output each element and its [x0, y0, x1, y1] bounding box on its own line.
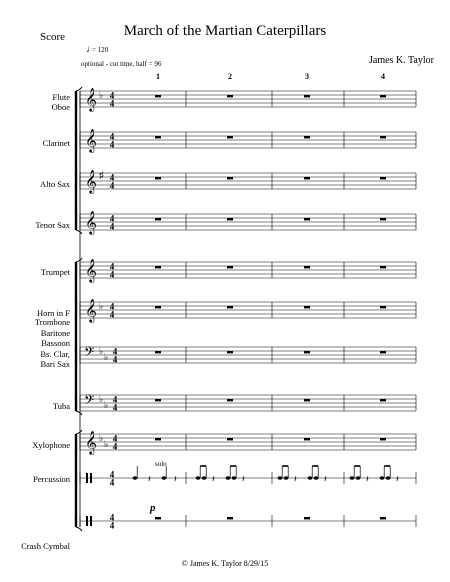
time-signature: 4: [109, 512, 115, 523]
instrument-label-line: Oboe: [51, 102, 70, 113]
time-signature: 4: [109, 301, 115, 312]
measure-number: 1: [156, 72, 160, 81]
quarter-rest-icon: 𝄽: [174, 474, 177, 484]
treble-clef-icon: 𝄞: [85, 130, 97, 152]
whole-rest-icon: [155, 517, 161, 519]
instrument-label-line: Clarinet: [42, 138, 70, 148]
note-head-icon: [380, 476, 385, 479]
percussion-clef-icon: [90, 473, 92, 483]
flat-icon: ♭: [104, 352, 109, 362]
whole-rest-icon: [304, 351, 310, 353]
whole-rest-icon: [304, 517, 310, 519]
whole-rest-icon: [227, 136, 233, 138]
treble-clef-icon: 𝄞: [85, 432, 97, 454]
whole-rest-icon: [227, 399, 233, 401]
bracket-hook: [76, 258, 82, 262]
instrument-label-line: Xylophone: [32, 440, 70, 450]
note-head-icon: [356, 476, 361, 479]
whole-rest-icon: [304, 218, 310, 220]
time-signature: 4: [109, 309, 115, 320]
time-signature: 4: [112, 354, 118, 365]
flat-icon: ♭: [104, 400, 109, 410]
whole-rest-icon: [304, 136, 310, 138]
page-title: March of the Martian Caterpillars: [123, 23, 327, 39]
instrument-label-line: Baritone: [40, 327, 70, 338]
measure-number: 3: [305, 72, 309, 81]
instrument-label-line: Crash Cymbal: [21, 541, 70, 551]
time-signature: 4: [109, 90, 115, 101]
note-head-icon: [196, 476, 201, 479]
whole-rest-icon: [304, 399, 310, 401]
flat-icon: ♭: [104, 439, 109, 449]
quarter-note-icon: ♩: [86, 44, 96, 55]
treble-clef-icon: 𝄞: [85, 171, 97, 193]
whole-rest-icon: [380, 438, 386, 440]
treble-clef-icon: 𝄞: [85, 212, 97, 234]
instrument-label-line: Trumpet: [41, 267, 70, 277]
time-signature: 4: [112, 346, 118, 357]
percussion-clef-icon: [90, 516, 92, 526]
whole-rest-icon: [380, 517, 386, 519]
alternate-tempo-text: optional - cut time, half = 96: [81, 60, 162, 68]
measure-number: 2: [228, 72, 232, 81]
whole-rest-icon: [155, 95, 161, 97]
flat-icon: ♭: [99, 346, 104, 356]
whole-rest-icon: [380, 266, 386, 268]
whole-rest-icon: [227, 306, 233, 308]
composer-name: James K. Taylor: [369, 55, 434, 66]
whole-rest-icon: [304, 438, 310, 440]
whole-rest-icon: [155, 306, 161, 308]
solo-annotation: solo: [155, 460, 167, 468]
bracket-hook: [76, 230, 82, 234]
flat-icon: ♭: [99, 433, 104, 443]
tempo-marking: = 120: [92, 46, 109, 54]
time-signature: 4: [109, 469, 115, 480]
whole-rest-icon: [155, 177, 161, 179]
time-signature: 4: [109, 180, 115, 191]
quarter-rest-icon: 𝄽: [148, 474, 151, 484]
bracket-hook: [76, 87, 82, 91]
percussion-clef-icon: [86, 516, 88, 526]
instrument-label-line: Tuba: [52, 401, 70, 411]
instrument-label-line: Flute: [52, 91, 70, 102]
whole-rest-icon: [155, 399, 161, 401]
time-signature: 4: [109, 477, 115, 488]
quarter-rest-icon: 𝄽: [324, 474, 327, 484]
instrument-label-line: Trombone: [34, 317, 70, 327]
quarter-rest-icon: 𝄽: [212, 474, 215, 484]
time-signature: 4: [109, 98, 115, 109]
time-signature: 4: [109, 261, 115, 272]
sharp-icon: ♯: [99, 170, 104, 180]
whole-rest-icon: [380, 177, 386, 179]
bass-clef-icon: 𝄢: [84, 346, 95, 363]
treble-clef-icon: 𝄞: [85, 260, 97, 282]
whole-rest-icon: [304, 95, 310, 97]
quarter-rest-icon: 𝄽: [366, 474, 369, 484]
treble-clef-icon: 𝄞: [85, 89, 97, 111]
note-head-icon: [202, 476, 207, 479]
whole-rest-icon: [227, 438, 233, 440]
instrument-label-line: Bs. Clar,: [40, 348, 70, 359]
note-head-icon: [162, 476, 167, 479]
instrument-label-line: Tenor Sax: [35, 220, 70, 230]
copyright-footer: © James K. Taylor 8/29/15: [181, 559, 269, 568]
whole-rest-icon: [155, 136, 161, 138]
instrument-label-line: Percussion: [33, 474, 70, 484]
measure-number: 4: [381, 72, 385, 81]
bracket-hook: [76, 430, 82, 434]
note-head-icon: [278, 476, 283, 479]
instrument-label-line: Horn in F: [36, 308, 70, 318]
treble-clef-icon: 𝄞: [85, 300, 97, 322]
time-signature: 4: [112, 402, 118, 413]
flat-icon: ♭: [99, 90, 104, 100]
whole-rest-icon: [227, 266, 233, 268]
time-signature: 4: [109, 269, 115, 280]
bracket-hook: [76, 411, 82, 415]
whole-rest-icon: [155, 351, 161, 353]
time-signature: 4: [109, 221, 115, 232]
note-head-icon: [308, 476, 313, 479]
percussion-clef-icon: [86, 473, 88, 483]
note-head-icon: [232, 476, 237, 479]
note-head-icon: [350, 476, 355, 479]
dynamic-marking: p: [150, 502, 156, 514]
quarter-rest-icon: 𝄽: [294, 474, 297, 484]
instrument-label-line: Alto Sax: [40, 179, 70, 189]
quarter-rest-icon: 𝄽: [242, 474, 245, 484]
note-head-icon: [314, 476, 319, 479]
note-head-icon: [386, 476, 391, 479]
score-label: Score: [40, 31, 66, 43]
whole-rest-icon: [227, 517, 233, 519]
time-signature: 4: [112, 433, 118, 444]
instrument-label-line: Bari Sax: [40, 359, 70, 369]
time-signature: 4: [109, 172, 115, 183]
note-head-icon: [133, 476, 138, 479]
flat-icon: ♭: [99, 301, 104, 311]
time-signature: 4: [109, 131, 115, 142]
whole-rest-icon: [380, 218, 386, 220]
whole-rest-icon: [380, 399, 386, 401]
whole-rest-icon: [227, 351, 233, 353]
whole-rest-icon: [227, 95, 233, 97]
time-signature: 4: [112, 441, 118, 452]
whole-rest-icon: [304, 306, 310, 308]
bass-clef-icon: 𝄢: [84, 394, 95, 411]
time-signature: 4: [109, 520, 115, 531]
note-head-icon: [284, 476, 289, 479]
whole-rest-icon: [155, 438, 161, 440]
whole-rest-icon: [380, 306, 386, 308]
instrument-label-line: Bassoon: [41, 338, 70, 348]
time-signature: 4: [109, 213, 115, 224]
whole-rest-icon: [380, 136, 386, 138]
whole-rest-icon: [304, 177, 310, 179]
whole-rest-icon: [304, 266, 310, 268]
whole-rest-icon: [227, 218, 233, 220]
whole-rest-icon: [380, 351, 386, 353]
time-signature: 4: [109, 139, 115, 150]
flat-icon: ♭: [99, 394, 104, 404]
whole-rest-icon: [380, 95, 386, 97]
whole-rest-icon: [155, 218, 161, 220]
whole-rest-icon: [227, 177, 233, 179]
bracket-hook: [76, 527, 82, 531]
time-signature: 4: [112, 394, 118, 405]
quarter-rest-icon: 𝄽: [396, 474, 399, 484]
whole-rest-icon: [155, 266, 161, 268]
note-head-icon: [226, 476, 231, 479]
